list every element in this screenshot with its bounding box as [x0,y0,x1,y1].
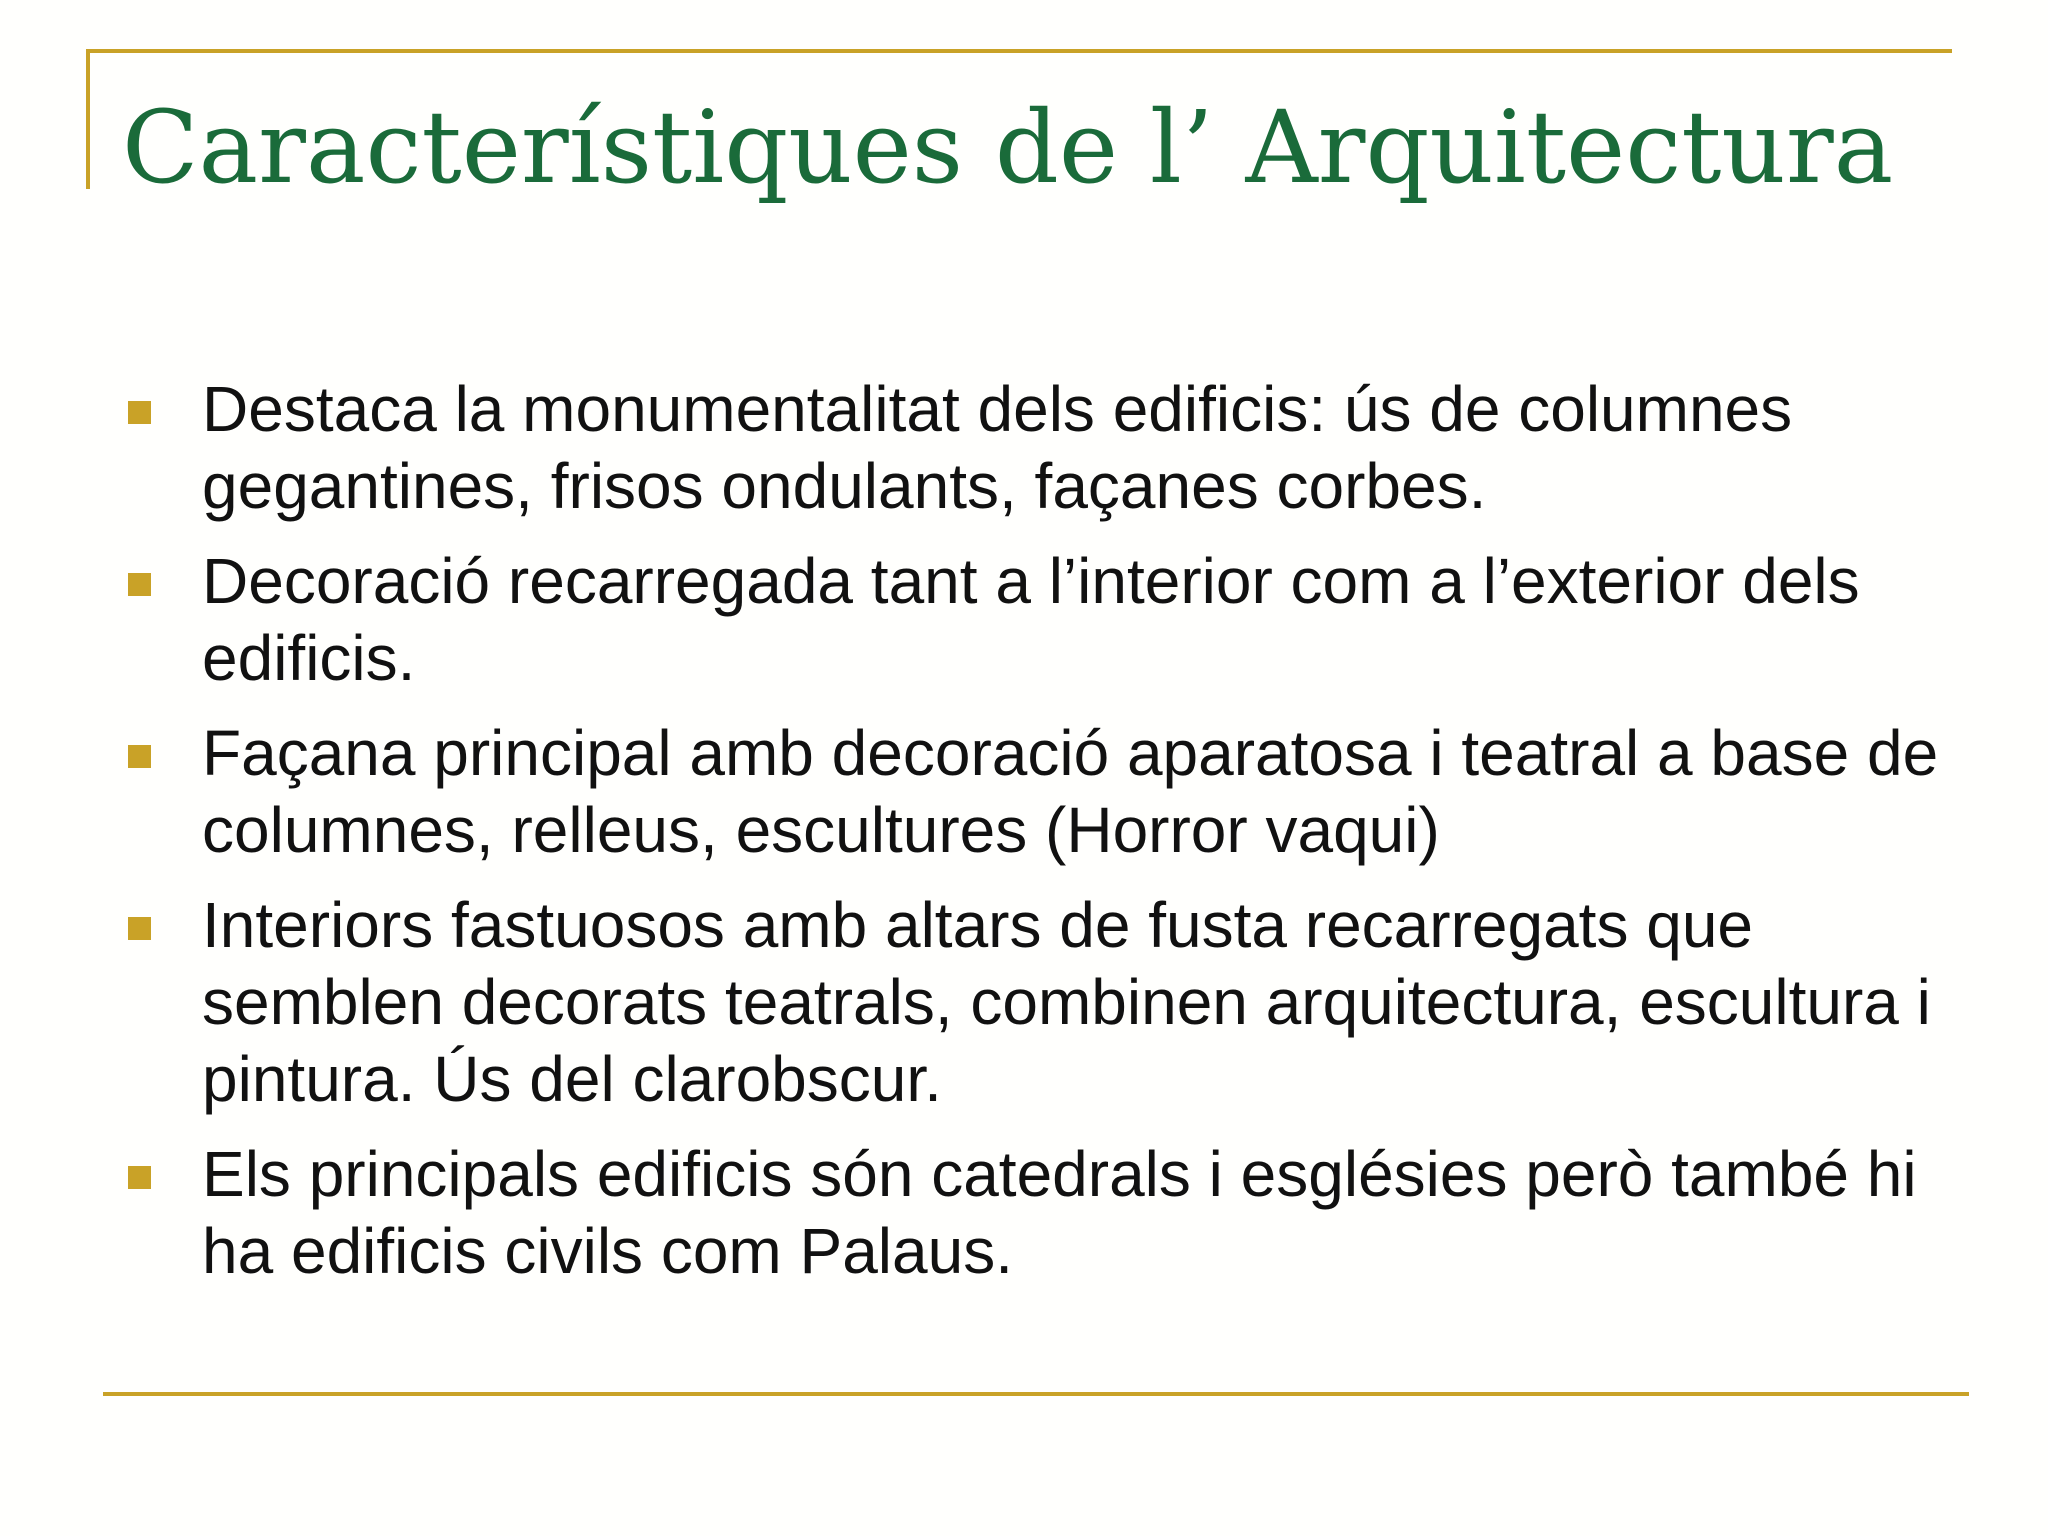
bullet-text: Els principals edificis són catedrals i esglésies però també hi ha edificis civils com Palaus. [202,1138,1917,1287]
bullet-list [126,371,1966,1308]
top-rule [86,49,1952,53]
square-bullet-icon [128,917,151,940]
bullet-item [126,715,1966,869]
bullet-item [126,543,1966,697]
left-rule [86,49,90,189]
bullet-item [126,371,1966,525]
square-bullet-icon [128,1166,151,1189]
bullet-text: Destaca la monumentalitat dels edificis: ús de columnes gegantines, frisos ondulants, façanes corbes. [202,373,1793,522]
square-bullet-icon [128,401,151,424]
slide-title: Característiques de l’ Arquitectura [122,89,1894,206]
bottom-rule [103,1392,1969,1396]
bullet-text: Interiors fastuosos amb altars de fusta recarregats que semblen decorats teatrals, combinen arquitectura, escultura i pintura. Ús del clarobscur. [202,889,1931,1115]
bullet-text: Façana principal amb decoració aparatosa i teatral a base de columnes, relleus, escultures (Horror vaqui) [202,717,1939,866]
square-bullet-icon [128,745,151,768]
bullet-item [126,887,1966,1118]
bullet-item [126,1136,1966,1290]
bullet-text: Decoració recarregada tant a l’interior com a l’exterior dels edificis. [202,545,1860,694]
square-bullet-icon [128,573,151,596]
